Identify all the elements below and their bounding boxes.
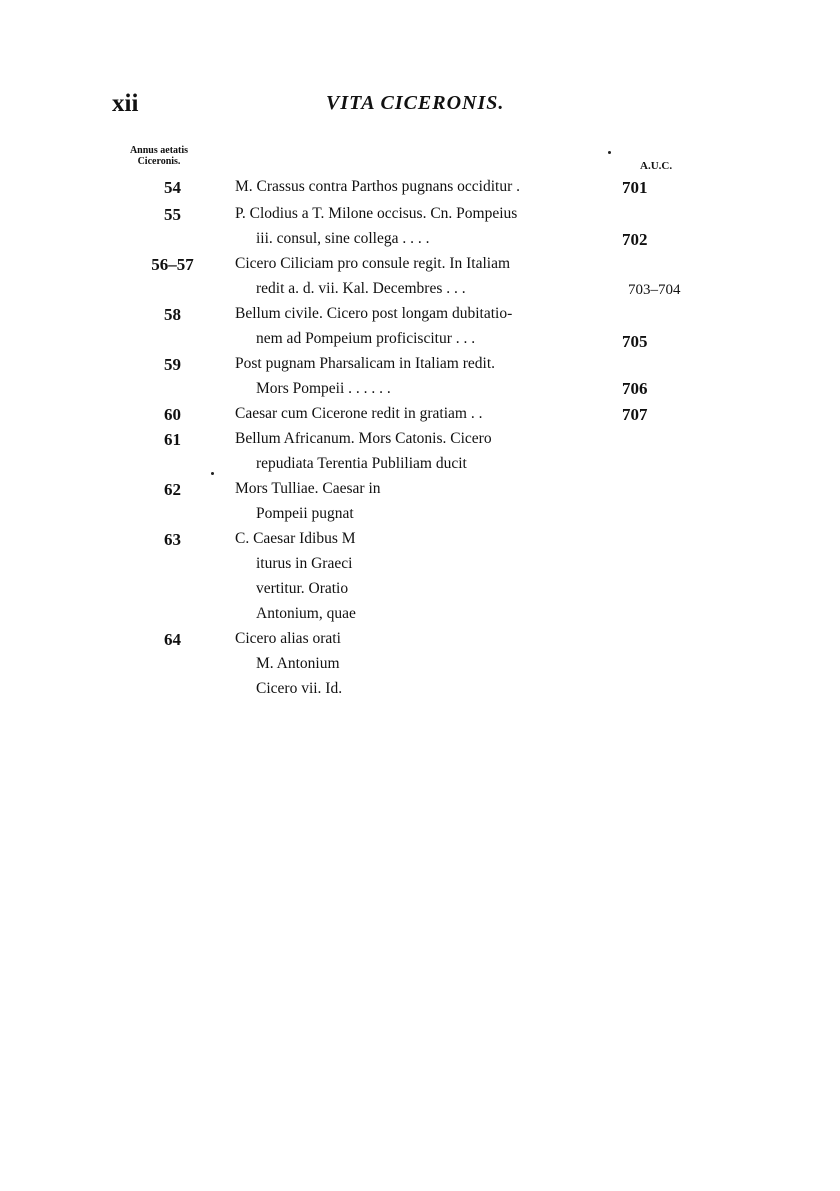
entry-auc: 702 bbox=[622, 230, 648, 249]
column-heading-age bbox=[128, 145, 190, 167]
entry-age: 62 bbox=[164, 480, 181, 499]
entry-text-line: Mors Pompeii . . . . . . bbox=[256, 380, 391, 397]
column-heading-age-line2: Ciceronis. bbox=[137, 156, 181, 167]
entry-text-line: Cicero vii. Id. bbox=[256, 680, 343, 697]
entry-text-line: Mors Tulliae. Caesar in bbox=[235, 480, 381, 497]
entry-text-line: Bellum civile. Cicero post longam dubitatio- bbox=[235, 305, 513, 322]
entry-text-line: Cicero Ciliciam pro consule regit. In Italiam bbox=[235, 255, 511, 272]
running-title: VITA CICERONIS. bbox=[326, 92, 505, 114]
entry-text-line: iii. consul, sine collega . . . . bbox=[256, 230, 430, 247]
entry-age: 59 bbox=[164, 355, 181, 374]
entry-auc: 701 bbox=[622, 178, 648, 197]
entry-text-line: Pompeii pugnat bbox=[256, 505, 354, 522]
entry-text-line: M. Antonium bbox=[256, 655, 340, 672]
entry-text-line: Antonium, quae bbox=[256, 605, 356, 622]
entry-text-line: nem ad Pompeium proficiscitur . . . bbox=[256, 330, 476, 347]
entry-auc: 707 bbox=[622, 405, 648, 424]
entry-text-line: iturus in Graeci bbox=[256, 555, 353, 572]
entry-age: 61 bbox=[164, 430, 181, 449]
entry-text-line: Cicero alias orati bbox=[235, 630, 341, 647]
entry-auc: 706 bbox=[622, 379, 648, 398]
entry-text-line: M. Crassus contra Parthos pugnans occiditur . bbox=[235, 178, 520, 195]
column-heading-auc: A.U.C. bbox=[640, 160, 673, 172]
entry-text-line: repudiata Terentia Publiliam ducit bbox=[256, 455, 467, 472]
entry-auc: 703–704 bbox=[628, 282, 681, 298]
entry-age: 63 bbox=[164, 530, 181, 549]
entry-text-line: Caesar cum Cicerone redit in gratiam . . bbox=[235, 405, 483, 422]
entry-age: 60 bbox=[164, 405, 181, 424]
column-heading-age-line1: Annus aetatis bbox=[129, 145, 189, 156]
entry-text-line: redit a. d. vii. Kal. Decembres . . . bbox=[256, 280, 466, 297]
entry-text-line: Bellum Africanum. Mors Catonis. Cicero bbox=[235, 430, 492, 447]
entry-text-line: Post pugnam Pharsalicam in Italiam redit. bbox=[235, 355, 496, 372]
entry-age: 54 bbox=[164, 178, 181, 197]
entry-age: 56–57 bbox=[151, 255, 194, 274]
entry-auc: 705 bbox=[622, 332, 648, 351]
entry-age: 64 bbox=[164, 630, 181, 649]
entry-age: 55 bbox=[164, 205, 181, 224]
entry-age: 58 bbox=[164, 305, 181, 324]
print-speck bbox=[211, 472, 214, 475]
entry-text-line: P. Clodius a T. Milone occisus. Cn. Pompeius bbox=[235, 205, 518, 222]
print-speck bbox=[608, 151, 611, 154]
page-number: xii bbox=[112, 90, 139, 117]
entry-text-line: C. Caesar Idibus M bbox=[235, 530, 356, 547]
entry-text-line: vertitur. Oratio bbox=[256, 580, 349, 597]
